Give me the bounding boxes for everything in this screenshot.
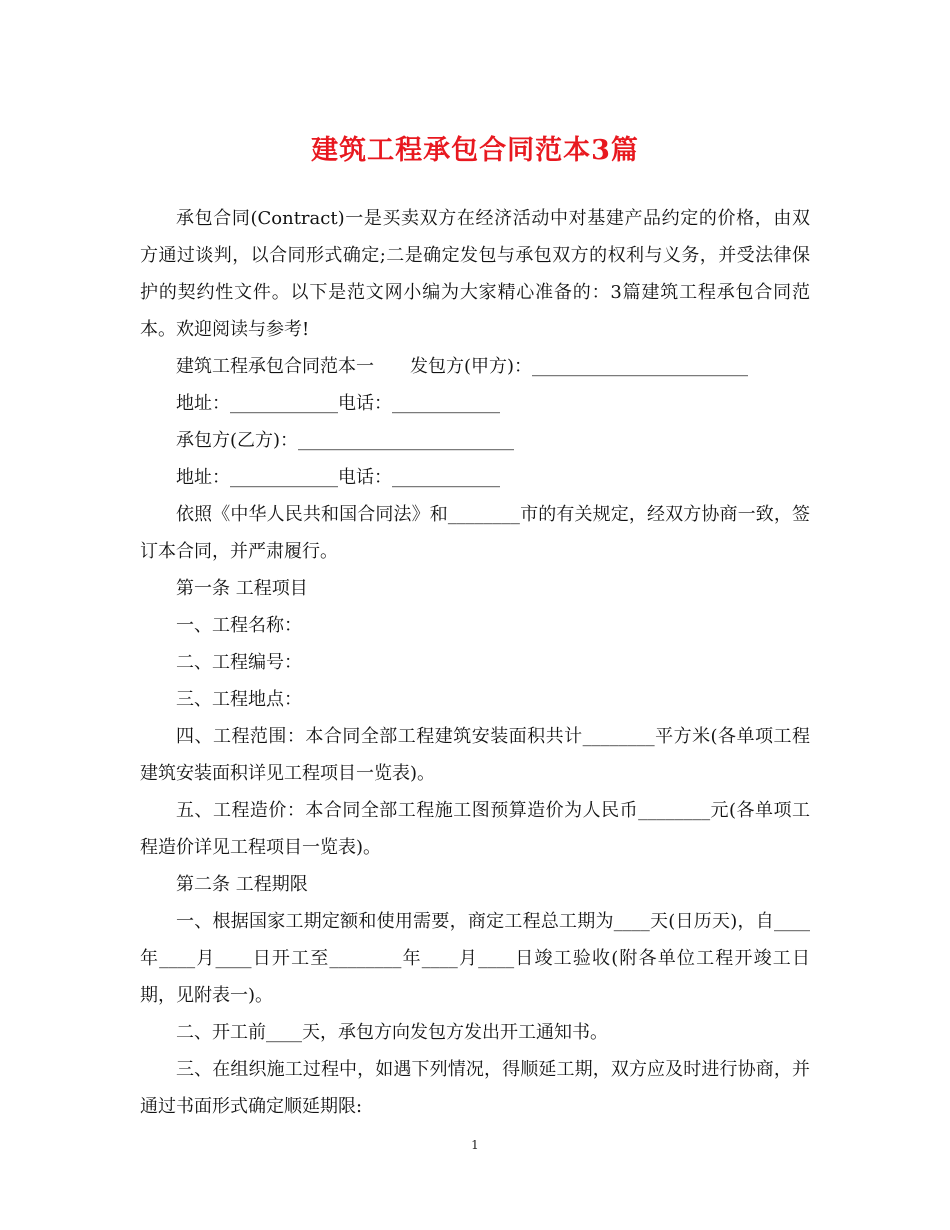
article-1-heading: 第一条 工程项目: [176, 578, 308, 599]
paragraph-party-b: 承包方(乙方)：________________________: [176, 430, 515, 451]
paragraph-basis: 依照《中华人民共和国合同法》和________市的有关规定，经双方协商一致，签订本合同，并严肃履行。: [140, 504, 810, 562]
paragraph-intro: 承包合同(Contract)一是买卖双方在经济活动中对基建产品约定的价格，由双方通过谈判，以合同形式确定;二是确定发包与承包双方的权利与义务，并受法律保护的契约性文件。以下是范文网小编为大家精心准备的：3篇建筑工程承包合同范本。欢迎阅读与参考!: [140, 208, 810, 340]
paragraph-party-b-address: 地址：____________电话：____________: [176, 467, 500, 488]
article-2-heading: 第二条 工程期限: [176, 874, 308, 895]
project-cost-item: 五、工程造价：本合同全部工程施工图预算造价为人民币________元(各单项工程造价详见工程项目一览表)。: [140, 800, 810, 858]
paragraph-party-a: 建筑工程承包合同范本一 发包方(甲方)：________________________: [176, 356, 749, 377]
project-name-item: 一、工程名称：: [176, 615, 302, 636]
document-title: 建筑工程承包合同范本3篇: [311, 135, 639, 166]
page-number: 1: [471, 1138, 479, 1152]
schedule-item-3: 三、在组织施工过程中，如遇下列情况，得顺延工期，双方应及时进行协商，并通过书面形式确定顺延期限:: [140, 1059, 810, 1117]
schedule-item-2: 二、开工前____天，承包方向发包方发出开工通知书。: [176, 1022, 608, 1043]
project-location-item: 三、工程地点：: [176, 689, 302, 710]
schedule-item-1: 一、根据国家工期定额和使用需要，商定工程总工期为____天(日历天)，自____年____月____日开工至________年____月____日竣工验收(附各单位工程开竣工日期，见附表一)。: [140, 911, 810, 1006]
project-scope-item: 四、工程范围：本合同全部工程建筑安装面积共计________平方米(各单项工程建筑安装面积详见工程项目一览表)。: [140, 726, 810, 784]
paragraph-party-a-address: 地址：____________电话：____________: [176, 393, 500, 414]
project-number-item: 二、工程编号：: [176, 652, 302, 673]
document-body: [140, 200, 810, 1125]
